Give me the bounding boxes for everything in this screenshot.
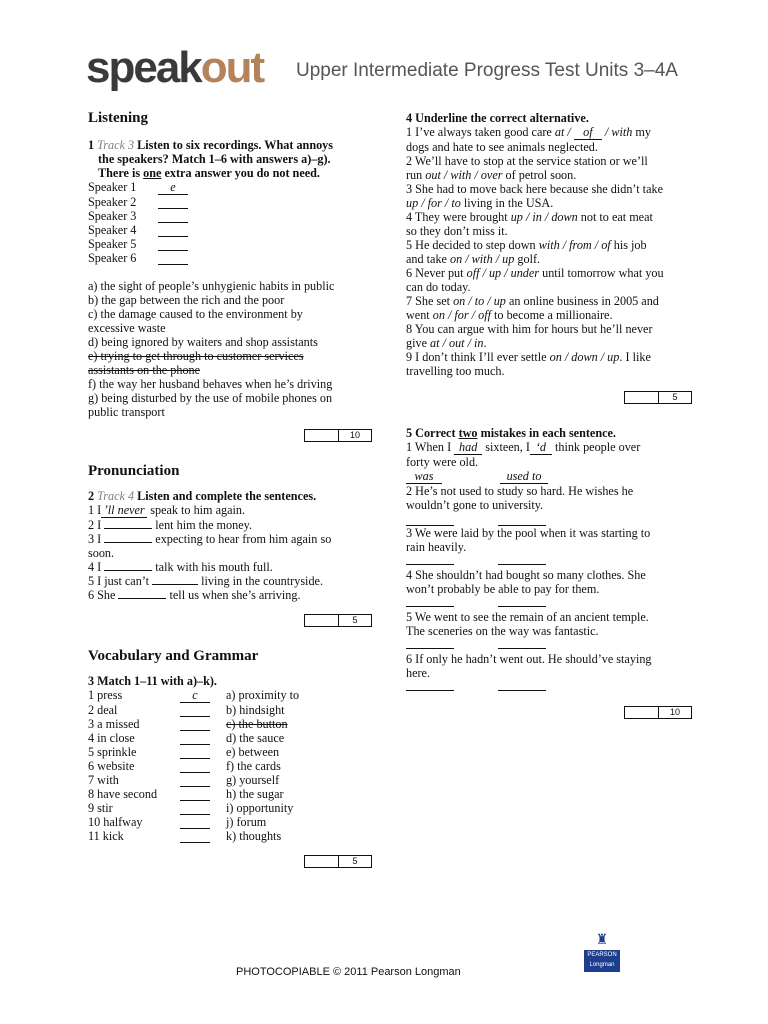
score-box-underline: 5 (624, 391, 692, 404)
match-blank[interactable] (180, 703, 210, 717)
speaker-row: Speaker 6 (88, 251, 378, 265)
speakout-logo: speakout (86, 43, 264, 92)
pearson-logo: ♜ PEARSON Longman (584, 932, 620, 972)
page-subtitle: Upper Intermediate Progress Test Units 3–4A (296, 60, 678, 81)
score-box-vocab: 5 (304, 855, 372, 868)
listening-option: c) the damage caused to the environment by (88, 307, 303, 321)
listening-option: public transport (88, 405, 165, 419)
pron-sentence-2: 2 I lent him the money. (88, 518, 252, 532)
pron-sentence-3: 3 I expecting to hear from him again so (88, 532, 332, 546)
vocab-section (88, 649, 378, 843)
pearson-emblem-icon: ♜ (595, 933, 609, 948)
correct-heading: 5 Correct two mistakes in each sentence. (406, 426, 616, 440)
vocab-row: 4 in close d) the sauce (88, 731, 285, 745)
match-blank[interactable] (180, 829, 210, 843)
underline-heading: 4 Underline the correct alternative. (406, 111, 589, 125)
speaker-row: Speaker 5 (88, 237, 378, 251)
answer-blank[interactable] (158, 209, 188, 223)
score-box-listening: 10 (304, 429, 372, 442)
pron-sentence-1: 1 I ’ll never speak to him again. (88, 503, 246, 517)
score-box-pronunciation: 5 (304, 614, 372, 627)
listening-option: f) the way her husband behaves when he’s driving (88, 377, 333, 391)
speaker-row: Speaker 2 (88, 195, 378, 209)
pronunciation-heading: Pronunciation (88, 463, 180, 479)
listening-heading: Listening (88, 110, 149, 126)
match-blank[interactable] (180, 787, 210, 801)
vocab-row: 3 a missed c) the button (88, 717, 288, 731)
answer-blank[interactable] (158, 195, 188, 209)
vocab-row: 9 stir i) opportunity (88, 801, 294, 815)
vocab-row: 5 sprinkle e) between (88, 745, 280, 759)
answer-blank[interactable]: e (158, 180, 188, 195)
match-blank[interactable] (180, 759, 210, 773)
score-box-correct: 10 (624, 706, 692, 719)
vocab-row: 7 with g) yourself (88, 773, 280, 787)
vocab-instructions: 3 Match 1–11 with a)–k). (88, 674, 217, 688)
listening-instructions: 1 Track 3 Listen to six recordings. What annoys (88, 138, 334, 152)
pron-sentence-6: 6 She tell us when she’s arriving. (88, 588, 301, 602)
listening-option: excessive waste (88, 321, 166, 335)
match-blank[interactable] (180, 773, 210, 787)
vocab-row: 11 kick k) thoughts (88, 829, 282, 843)
answer-blank[interactable] (158, 237, 188, 251)
answer-blank[interactable] (158, 251, 188, 265)
listening-option: b) the gap between the rich and the poor (88, 293, 285, 307)
vocab-row: 2 deal b) hindsight (88, 703, 285, 717)
listening-options (88, 279, 378, 349)
pronunciation-instructions: 2 Track 4 Listen and complete the sentences. (88, 489, 317, 503)
match-blank[interactable] (180, 731, 210, 745)
pronunciation-section: Pronunciation 2 Track 4 Listen and complete the sentences. 1 I ’ll never speak to him again. 2 I lent him the money. 3 I expecting to hear from him again so soon. 4 I talk with his mouth full. 5 I just can’t living in the countryside. 6 She tell us when she’s arriving. (88, 464, 378, 602)
pron-sentence-5: 5 I just can’t living in the countryside. (88, 574, 323, 588)
vocab-row: 6 website f) the cards (88, 759, 281, 773)
match-blank[interactable] (180, 801, 210, 815)
pron-sentence-4: 4 I talk with his mouth full. (88, 560, 273, 574)
listening-option-e: e) trying to get through to customer services (88, 349, 304, 363)
vocab-row: 10 halfway j) forum (88, 815, 267, 829)
vocab-row: 8 have second h) the sugar (88, 787, 284, 801)
correct-mistakes-section: 5 Correct two mistakes in each sentence. 1 When I had sixteen, I ‘d think people over forty were old. was used to 2 He’s not used to study so hard. He wishes he wouldn’t gone to university. 3 We were laid by the pool when it was starting to rain heavily. 4 She shouldn’t had bought so many clothes. She won’t probably be able to pay for them. 5 We went to see the remain of an ancient temple. The sceneries on the way was fantastic. 6 If only he hadn’t went out. He should’ve staying here. (406, 426, 706, 694)
footer-copyright: PHOTOCOPIABLE © 2011 Pearson Longman (236, 966, 461, 978)
match-blank[interactable]: c (180, 688, 210, 703)
answer-blank[interactable] (158, 223, 188, 237)
speaker-row: Speaker 3 (88, 209, 378, 223)
vocab-row: 1 press c a) proximity to (88, 688, 300, 702)
match-blank[interactable] (180, 717, 210, 731)
listening-option: g) being disturbed by the use of mobile phones on (88, 391, 333, 405)
match-blank[interactable] (180, 745, 210, 759)
vocab-heading: Vocabulary and Grammar (88, 648, 259, 664)
vocab-match-list (88, 688, 378, 843)
speaker-list (88, 180, 378, 265)
listening-option: d) being ignored by waiters and shop assistants (88, 335, 318, 349)
left-column: Listening 1 Track 3 Listen to six recordings. What annoys the speakers? Match 1–6 with answers a)–g). There is one extra answer you do not need. Speaker 1 e Speaker 2 Speaker 3 Speaker 4 Speaker 5 Speaker 6 a) the sight of people’s unhygienic habits in public b) the gap between the rich and the poor c) the damage caused to the environment by excessive waste d) being ignored by waiters and shop assistants e) trying to get through to customer services assistants on the phone f) the way her husband behaves when he’s driving g) being disturbed by the use of mobile phones on public transport (88, 111, 378, 419)
match-blank[interactable] (180, 815, 210, 829)
speaker-row: Speaker 4 (88, 223, 378, 237)
speaker-row: Speaker 1 e (88, 180, 378, 195)
underline-section: 4 Underline the correct alternative. 1 I’ve always taken good care at / of / with my dogs and hate to see animals neglected. 2 We’ll have to stop at the service station or we’ll run out / with / over of petrol soon. 3 She had to move back here because she didn’t take up / for / to living in the USA. 4 They were brought up / in / down not to eat meat so they don’t miss it. 5 He decided to step down with / from / of his job and take on / with / up golf. 6 Never put off / up / under until tomorrow what you can do today. 7 She set on / to / up an online business in 2005 and went on / for / off to become a millionaire. 8 You can argue with him for hours but he’ll never give at / out / in. 9 I don’t think I’ll ever settle on / down / up. I like travelling too much. (406, 111, 706, 378)
listening-option: a) the sight of people’s unhygienic habits in public (88, 279, 335, 293)
